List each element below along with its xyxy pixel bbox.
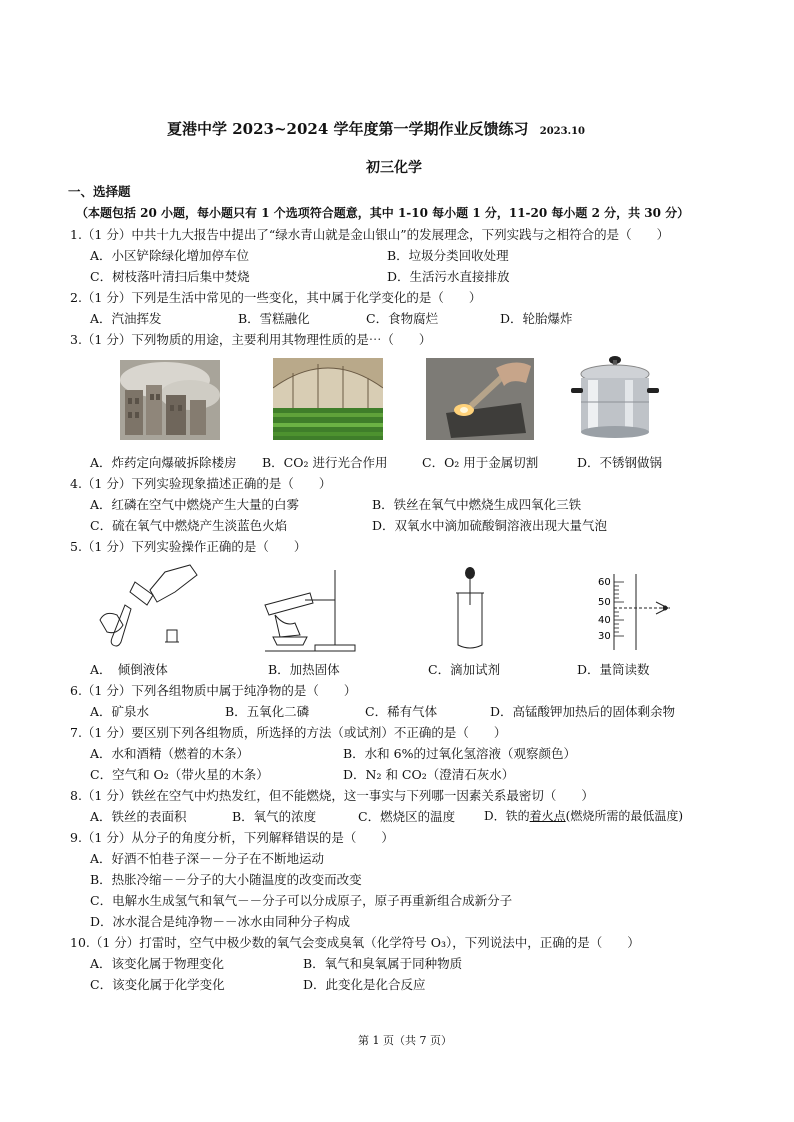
- question-10-stem: 10.（1 分）打雷时，空气中极少数的氧气会变成臭氧（化学符号 O₃），下列说法中，正确的是（ ）: [70, 935, 640, 950]
- exam-date: 2023.10: [539, 126, 585, 137]
- question-5-option-b: B．加热固体: [268, 662, 340, 677]
- question-7-stem: 7.（1 分）要区别下列各组物质，所选择的方法（或试剂）不正确的是（ ）: [70, 725, 507, 740]
- question-6-option-b: B．五氧化二磷: [225, 704, 310, 719]
- question-8-option-d: D．铁的着火点(燃烧所需的最低温度): [484, 809, 684, 823]
- question-3-option-b: B．CO₂ 进行光合作用: [262, 455, 388, 470]
- cylinder-tick-30: 30: [598, 631, 611, 642]
- demolition-photo: [120, 360, 220, 440]
- question-7-option-d: D．N₂ 和 CO₂（澄清石灰水）: [343, 767, 515, 782]
- question-9-stem: 9.（1 分）从分子的角度分析，下列解释错误的是（ ）: [70, 830, 394, 845]
- question-10-option-b: B．氧气和臭氧属于同种物质: [303, 956, 463, 971]
- question-3-option-d: D．不锈钢做锅: [577, 455, 663, 470]
- question-6-stem: 6.（1 分）下列各组物质中属于纯净物的是（ ）: [70, 683, 357, 698]
- question-1-option-a: A．小区铲除绿化增加停车位: [90, 248, 250, 263]
- question-9-option-b: B．热胀冷缩－－分子的大小随温度的改变而改变: [90, 872, 362, 887]
- question-6-option-d: D．高锰酸钾加热后的固体剩余物: [490, 704, 676, 719]
- question-1-option-b: B．垃圾分类回收处理: [387, 248, 509, 263]
- question-9-option-c: C．电解水生成氢气和氧气－－分子可以分成原子，原子再重新组合成新分子: [90, 893, 513, 908]
- cylinder-tick-40: 40: [598, 615, 611, 626]
- ignition-point-term: 着火点: [529, 809, 566, 823]
- question-9-option-a: A．好酒不怕巷子深－－分子在不断地运动: [90, 851, 325, 866]
- question-2-option-b: B．雪糕融化: [238, 311, 310, 326]
- question-5-option-c: C．滴加试剂: [428, 662, 501, 677]
- pouring-liquid-illustration: [95, 560, 205, 655]
- question-10-option-a: A．该变化属于物理变化: [90, 956, 225, 971]
- metal-cutting-photo: [426, 358, 534, 440]
- question-9-option-d: D．冰水混合是纯净物－－冰水由同种分子构成: [90, 914, 351, 929]
- question-2-option-c: C．食物腐烂: [366, 311, 439, 326]
- question-2-stem: 2.（1 分）下列是生活中常见的一些变化，其中属于化学变化的是（ ）: [70, 290, 482, 305]
- question-6-option-c: C．稀有气体: [365, 704, 438, 719]
- question-8-stem: 8.（1 分）铁丝在空气中灼热发红，但不能燃烧，这一事实与下列哪一因素关系最密切（ ）: [70, 788, 594, 803]
- question-4-option-c: C．硫在氧气中燃烧产生淡蓝色火焰: [90, 518, 288, 533]
- question-1-option-d: D．生活污水直接排放: [387, 269, 510, 284]
- dropper-illustration: [450, 565, 490, 650]
- graduated-cylinder-illustration: [590, 572, 680, 652]
- heating-solid-illustration: [255, 565, 360, 655]
- subject-title: 初三化学: [366, 160, 422, 176]
- question-1-option-c: C．树枝落叶清扫后集中焚烧: [90, 269, 250, 284]
- cylinder-tick-60: 60: [598, 577, 611, 588]
- question-2-option-d: D．轮胎爆炸: [500, 311, 573, 326]
- section-heading: 一、选择题: [68, 184, 131, 199]
- question-4-stem: 4.（1 分）下列实验现象描述正确的是（ ）: [70, 476, 332, 491]
- section-instruction: （本题包括 20 小题，每小题只有 1 个选项符合题意，其中 1-10 每小题 1 分，11-20 每小题 2 分，共 30 分）: [76, 206, 690, 220]
- question-8-option-c: C．燃烧区的温度: [358, 809, 456, 824]
- question-3-stem: 3.（1 分）下列物质的用途，主要利用其物理性质的是⋯（ ）: [70, 332, 432, 347]
- cylinder-tick-50: 50: [598, 597, 611, 608]
- question-5-option-d: D．量筒读数: [577, 662, 650, 677]
- question-2-option-a: A．汽油挥发: [90, 311, 162, 326]
- question-4-option-b: B．铁丝在氧气中燃烧生成四氧化三铁: [372, 497, 582, 512]
- question-5-stem: 5.（1 分）下列实验操作正确的是（ ）: [70, 539, 307, 554]
- question-4-option-d: D．双氧水中滴加硫酸铜溶液出现大量气泡: [372, 518, 608, 533]
- exam-title: 夏港中学 2023~2024 学年度第一学期作业反馈练习 2023.10: [167, 120, 585, 138]
- greenhouse-photo: [273, 358, 383, 440]
- question-3-option-a: A．炸药定向爆破拆除楼房: [90, 455, 237, 470]
- stainless-pot-photo: [570, 350, 660, 442]
- question-8-option-b: B．氧气的浓度: [232, 809, 317, 824]
- question-7-option-b: B．水和 6%的过氧化氢溶液（观察颜色）: [343, 746, 576, 761]
- question-4-option-a: A．红磷在空气中燃烧产生大量的白雾: [90, 497, 300, 512]
- page-footer: 第 1 页（共 7 页）: [358, 1034, 452, 1047]
- question-3-option-c: C．O₂ 用于金属切割: [422, 455, 539, 470]
- question-7-option-c: C．空气和 O₂（带火星的木条）: [90, 767, 269, 782]
- question-10-option-c: C．该变化属于化学变化: [90, 977, 225, 992]
- question-5-option-a: A． 倾倒液体: [90, 662, 168, 677]
- question-1-stem: 1.（1 分）中共十九大报告中提出了“绿水青山就是金山银山”的发展理念，下列实践与之相符合的是（ ）: [70, 227, 670, 242]
- question-7-option-a: A．水和酒精（燃着的木条）: [90, 746, 250, 761]
- question-6-option-a: A．矿泉水: [90, 704, 150, 719]
- question-8-option-a: A．铁丝的表面积: [90, 809, 187, 824]
- question-10-option-d: D．此变化是化合反应: [303, 977, 426, 992]
